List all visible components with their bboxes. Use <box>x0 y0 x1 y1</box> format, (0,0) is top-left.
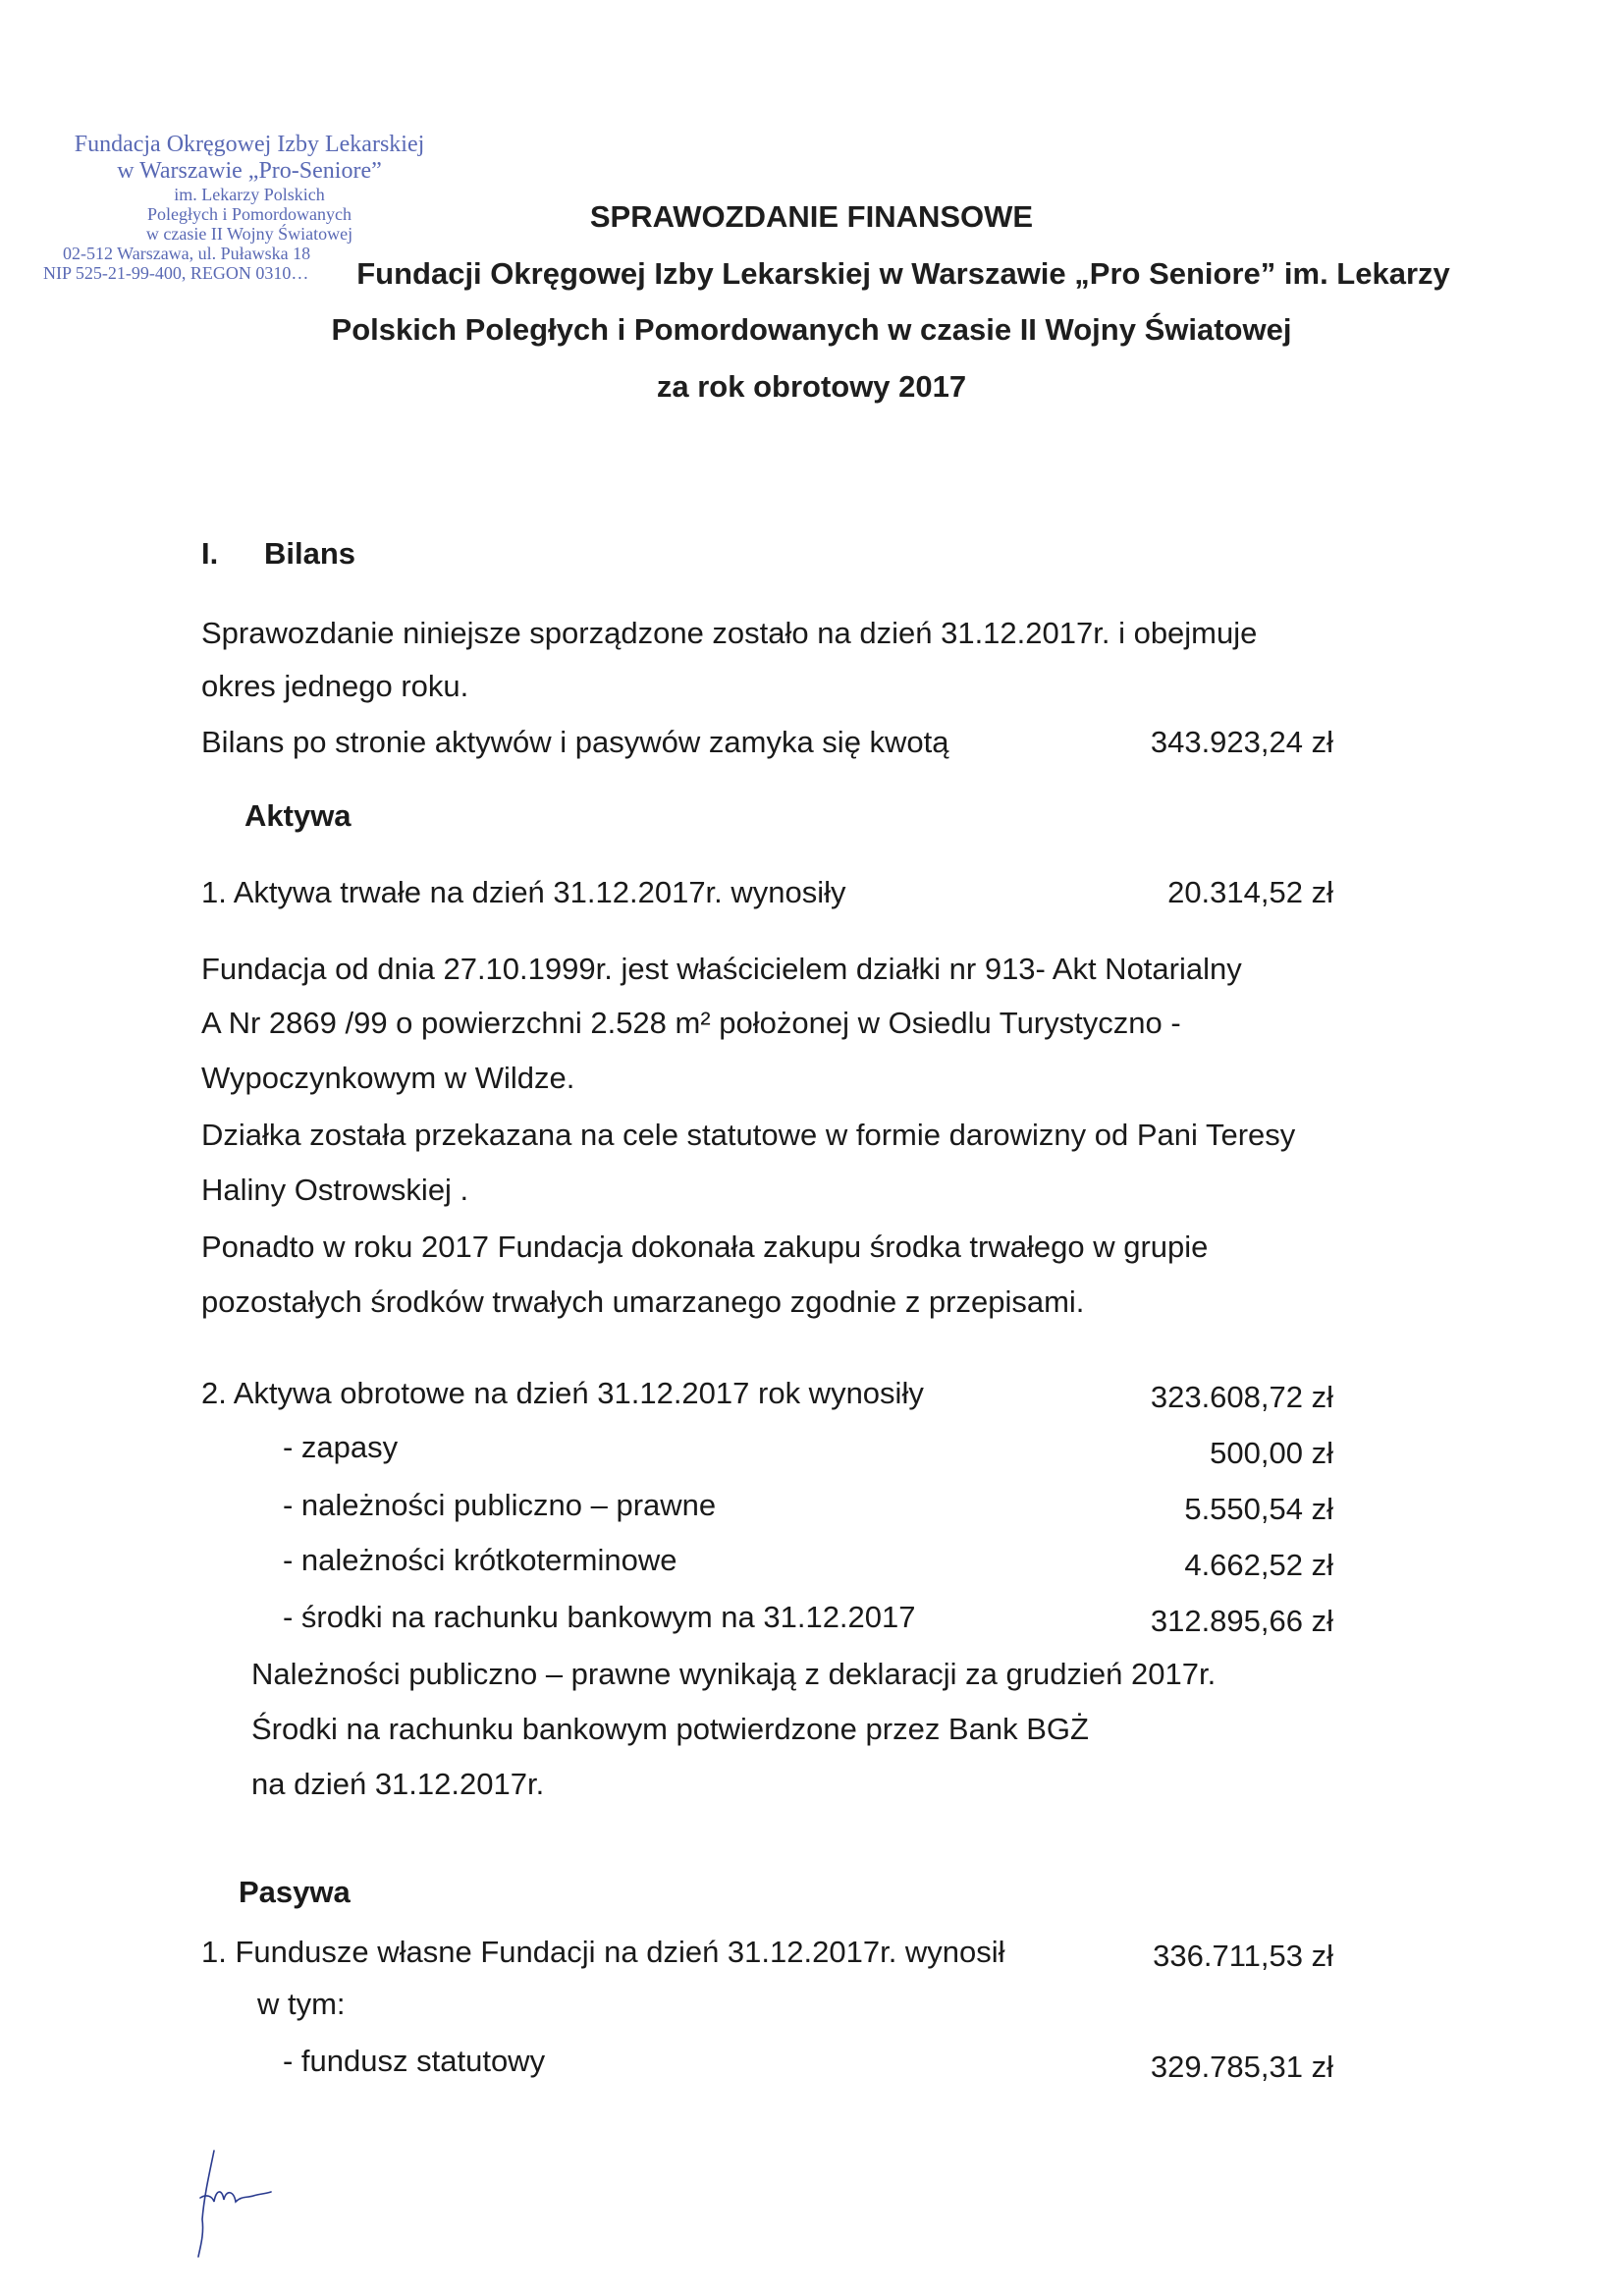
aktywa-heading: Aktywa <box>244 798 352 833</box>
sub-item-label: - zapasy <box>283 1430 399 1464</box>
stamp-line: NIP 525-21-99-400, REGON 0310… <box>43 263 309 284</box>
stamp-line: im. Lekarzy Polskich <box>174 184 325 204</box>
sub-item-amount: 500,00 zł <box>1210 1436 1333 1470</box>
aktywa-item-label: 1. Aktywa trwałe na dzień 31.12.2017r. wynosiły <box>201 875 846 909</box>
paragraph-line: A Nr 2869 /99 o powierzchni 2.528 m² położonej w Osiedlu Turystyczno - <box>201 1006 1181 1040</box>
paragraph-line: Ponadto w roku 2017 Fundacja dokonała zakupu środka trwałego w grupie <box>201 1230 1209 1264</box>
sub-item-amount: 4.662,52 zł <box>1184 1548 1333 1582</box>
paragraph-line: okres jednego roku. <box>201 669 469 703</box>
section-title: Bilans <box>264 536 356 571</box>
paragraph-line: Działka została przekazana na cele statutowe w formie darowizny od Pani Teresy <box>201 1118 1296 1152</box>
paragraph-line: pozostałych środków trwałych umarzanego zgodnie z przepisami. <box>201 1285 1085 1319</box>
note-line: Należności publiczno – prawne wynikają z deklaracji za grudzień 2017r. <box>251 1657 1217 1691</box>
sub-item-label: - należności publiczno – prawne <box>283 1488 717 1522</box>
note-line: na dzień 31.12.2017r. <box>251 1767 545 1801</box>
paragraph-line: Sprawozdanie niniejsze sporządzone zostało na dzień 31.12.2017r. i obejmuje <box>201 616 1258 650</box>
section-number: I. <box>201 536 219 571</box>
pasywa-item-label: 1. Fundusze własne Fundacji na dzień 31.12.2017r. wynosił <box>201 1935 1005 1969</box>
section-heading <box>201 536 355 572</box>
pasywa-item-amount: 336.711,53 zł <box>1153 1939 1333 1973</box>
aktywa-item-amount: 20.314,52 zł <box>1167 875 1333 909</box>
sub-item-amount: 329.785,31 zł <box>1150 2050 1333 2084</box>
balance-amount: 343.923,24 zł <box>1150 725 1333 759</box>
paragraph-line: Wypoczynkowym w Wildze. <box>201 1061 575 1095</box>
sub-item-label: - środki na rachunku bankowym na 31.12.2017 <box>283 1600 916 1634</box>
document-subtitle-line: za rok obrotowy 2017 <box>656 369 967 404</box>
sub-item-label: - fundusz statutowy <box>283 2044 546 2078</box>
stamp-line: Fundacja Okręgowej Izby Lekarskiej <box>74 132 425 157</box>
stamp-line: 02-512 Warszawa, ul. Puławska 18 <box>63 244 311 264</box>
paragraph-line: Haliny Ostrowskiej . <box>201 1173 469 1207</box>
sub-item-amount: 312.895,66 zł <box>1150 1604 1333 1638</box>
wtym-label: w tym: <box>257 1987 346 2021</box>
balance-text: Bilans po stronie aktywów i pasywów zamyka się kwotą <box>201 725 949 759</box>
aktywa-item-amount: 323.608,72 zł <box>1150 1380 1333 1414</box>
document-subtitle-line: Polskich Poległych i Pomordowanych w czasie II Wojny Światowej <box>331 312 1292 347</box>
note-line: Środki na rachunku bankowym potwierdzone przez Bank BGŻ <box>251 1712 1089 1746</box>
sub-item-amount: 5.550,54 zł <box>1184 1492 1333 1526</box>
sub-item-label: - należności krótkoterminowe <box>283 1543 677 1577</box>
stamp-line: w czasie II Wojny Światowej <box>145 224 353 245</box>
stamp-line: w Warszawie „Pro-Seniore” <box>117 157 382 184</box>
stamp-line: Poległych i Pomordowanych <box>147 203 352 224</box>
document-title: SPRAWOZDANIE FINANSOWE <box>589 199 1034 234</box>
pasywa-heading: Pasywa <box>239 1875 351 1909</box>
document-subtitle-line: Fundacji Okręgowej Izby Lekarskiej w Warszawie „Pro Seniore” im. Lekarzy <box>356 256 1450 291</box>
aktywa-item-label: 2. Aktywa obrotowe na dzień 31.12.2017 rok wynosiły <box>201 1376 924 1410</box>
signature-initials <box>196 2141 285 2259</box>
paragraph-line: Fundacja od dnia 27.10.1999r. jest właścicielem działki nr 913- Akt Notarialny <box>201 952 1242 986</box>
